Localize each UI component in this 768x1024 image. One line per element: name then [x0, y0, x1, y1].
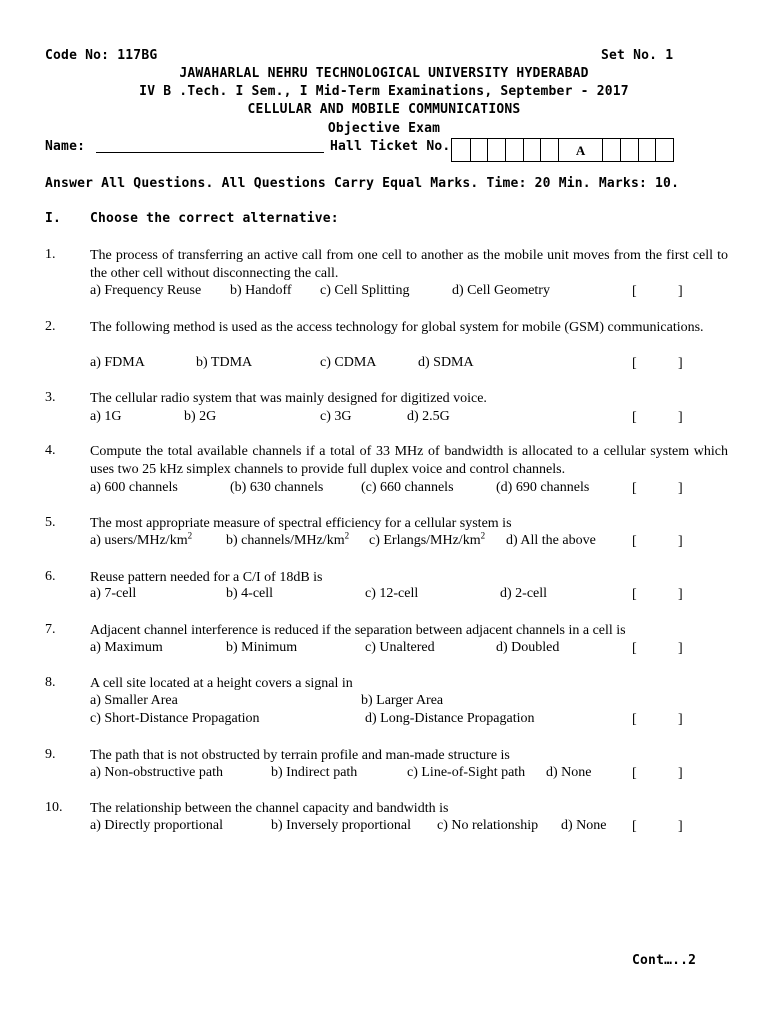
option-b: b) Inversely proportional: [271, 818, 411, 833]
option-c: c) Erlangs/$MHz/km^2$: [369, 530, 486, 548]
question-text: A cell site located at a height covers a signal in: [90, 676, 353, 691]
answer-bracket-open: [: [632, 766, 637, 781]
hall-ticket-cell[interactable]: [655, 139, 673, 161]
hall-ticket-cell[interactable]: [470, 139, 488, 161]
hall-ticket-cell[interactable]: A: [558, 139, 602, 161]
hall-ticket-boxes: [451, 138, 674, 162]
option-c: c) Short-Distance Propagation: [90, 711, 260, 726]
option-c: c) CDMA: [320, 355, 377, 370]
section-number: I.: [45, 211, 62, 226]
option-a: a) 7-cell: [90, 586, 137, 601]
option-b: b) Handoff: [230, 283, 292, 298]
option-b: b) Minimum: [226, 640, 298, 655]
answer-bracket-open: [: [632, 284, 637, 299]
option-a: a) 1G: [90, 409, 122, 424]
answer-bracket-open: [: [632, 410, 637, 425]
option-d: d) Long-Distance Propagation: [365, 711, 535, 726]
answer-bracket-close: ]: [678, 356, 683, 371]
option-a: a) Frequency Reuse: [90, 283, 202, 298]
question-text: Adjacent channel interference is reduced if the separation between adjacent channels in a cell is: [90, 623, 626, 638]
superscript: 2: [187, 530, 193, 541]
option-d: d) 2-cell: [500, 586, 548, 601]
code-number: Code No: 117BG: [45, 48, 158, 63]
option-b: b) Indirect path: [271, 765, 358, 780]
answer-bracket-open: [: [632, 641, 637, 656]
answer-bracket-open: [: [632, 819, 637, 834]
question-number: 5.: [45, 515, 56, 530]
option-d: d) None: [561, 818, 607, 833]
option-c: c) No relationship: [437, 818, 539, 833]
option-d: d) Cell Geometry: [452, 283, 550, 298]
answer-bracket-close: ]: [678, 641, 683, 656]
hall-ticket-cell[interactable]: [487, 139, 505, 161]
question-text: Compute the total available channels if a total of 33 MHz of bandwidth is allocated to a cellular system which uses two 25 kHz simplex channels to provide full duplex voice and control channels.: [90, 444, 728, 477]
option-b: b) 4-cell: [226, 586, 274, 601]
superscript: 2: [480, 530, 486, 541]
option-d: d) None: [546, 765, 592, 780]
option-c: c) Line-of-Sight path: [407, 765, 526, 780]
question-number: 4.: [45, 443, 56, 458]
hall-ticket-cell[interactable]: [505, 139, 523, 161]
hall-ticket-cell[interactable]: [540, 139, 558, 161]
question-number: 8.: [45, 675, 56, 690]
question-number: 6.: [45, 569, 56, 584]
name-label: Name:: [45, 139, 86, 154]
set-number: Set No. 1: [601, 48, 674, 63]
option-a: a) 600 channels: [90, 480, 178, 495]
option-d: d) All the above: [506, 533, 596, 548]
option-a: a) Non-obstructive path: [90, 765, 223, 780]
exam-type: Objective Exam: [327, 121, 441, 136]
question-number: 10.: [45, 800, 63, 815]
question-text: The path that is not obstructed by terrain profile and man-made structure is: [90, 748, 510, 763]
question-number: 9.: [45, 747, 56, 762]
option-c: (c) 660 channels: [361, 480, 454, 495]
option-c: c) Cell Splitting: [320, 283, 410, 298]
option-c: c) 3G: [320, 409, 352, 424]
option-d: d) SDMA: [418, 355, 474, 370]
option-a: a) Directly proportional: [90, 818, 223, 833]
question-number: 1.: [45, 247, 56, 262]
question-number: 3.: [45, 390, 56, 405]
exam-line: IV B .Tech. I Sem., I Mid-Term Examinations, September - 2017: [139, 84, 629, 99]
option-b: b) channels/$MHz/km^2$: [226, 530, 350, 548]
question-number: 2.: [45, 319, 56, 334]
option-a: a) Maximum: [90, 640, 163, 655]
question-number: 7.: [45, 622, 56, 637]
question-text: The most appropriate measure of spectral efficiency for a cellular system is: [90, 516, 512, 531]
hall-ticket-cell[interactable]: [620, 139, 638, 161]
university-name: JAWAHARLAL NEHRU TECHNOLOGICAL UNIVERSITY HYDERABAD: [179, 66, 589, 81]
answer-bracket-open: [: [632, 356, 637, 371]
hall-ticket-cell[interactable]: [638, 139, 656, 161]
option-c: c) Unaltered: [365, 640, 435, 655]
hall-ticket-cell[interactable]: [523, 139, 541, 161]
answer-bracket-close: ]: [678, 819, 683, 834]
name-field-line[interactable]: [96, 152, 324, 153]
answer-bracket-close: ]: [678, 712, 683, 727]
hall-ticket-cell[interactable]: [602, 139, 620, 161]
option-b: b) 2G: [184, 409, 217, 424]
answer-bracket-close: ]: [678, 587, 683, 602]
answer-bracket-close: ]: [678, 766, 683, 781]
answer-bracket-close: ]: [678, 481, 683, 496]
subject-title: CELLULAR AND MOBILE COMMUNICATIONS: [247, 102, 521, 117]
continued-note: Cont…..2: [632, 953, 697, 968]
option-a: a) FDMA: [90, 355, 145, 370]
question-text: Reuse pattern needed for a C/I of 18dB is: [90, 570, 323, 585]
option-d: d) 2.5G: [407, 409, 450, 424]
superscript: 2: [344, 530, 350, 541]
question-text: The relationship between the channel capacity and bandwidth is: [90, 801, 449, 816]
answer-bracket-open: [: [632, 712, 637, 727]
instructions: Answer All Questions. All Questions Carry Equal Marks. Time: 20 Min. Marks: 10.: [45, 176, 680, 191]
option-b: b) TDMA: [196, 355, 253, 370]
answer-bracket-open: [: [632, 587, 637, 602]
hall-ticket-label: Hall Ticket No.: [330, 139, 451, 154]
option-d: d) Doubled: [496, 640, 560, 655]
option-d: (d) 690 channels: [496, 480, 590, 495]
question-text: The following method is used as the access technology for global system for mobile (GSM) communications.: [90, 320, 704, 335]
section-title: Choose the correct alternative:: [90, 211, 339, 226]
answer-bracket-open: [: [632, 481, 637, 496]
option-b: (b) 630 channels: [230, 480, 324, 495]
answer-bracket-close: ]: [678, 284, 683, 299]
option-b: b) Larger Area: [361, 693, 444, 708]
option-a: a) Smaller Area: [90, 693, 178, 708]
question-text: The cellular radio system that was mainly designed for digitized voice.: [90, 391, 487, 406]
option-c: c) 12-cell: [365, 586, 419, 601]
option-a: a) users/$MHz/km^2$: [90, 530, 193, 548]
hall-ticket-cell[interactable]: [452, 139, 470, 161]
answer-bracket-close: ]: [678, 410, 683, 425]
answer-bracket-close: ]: [678, 534, 683, 549]
question-text: The process of transferring an active call from one cell to another as the mobile unit moves from the first cell to the other cell without disconnecting the call.: [90, 248, 728, 281]
answer-bracket-open: [: [632, 534, 637, 549]
